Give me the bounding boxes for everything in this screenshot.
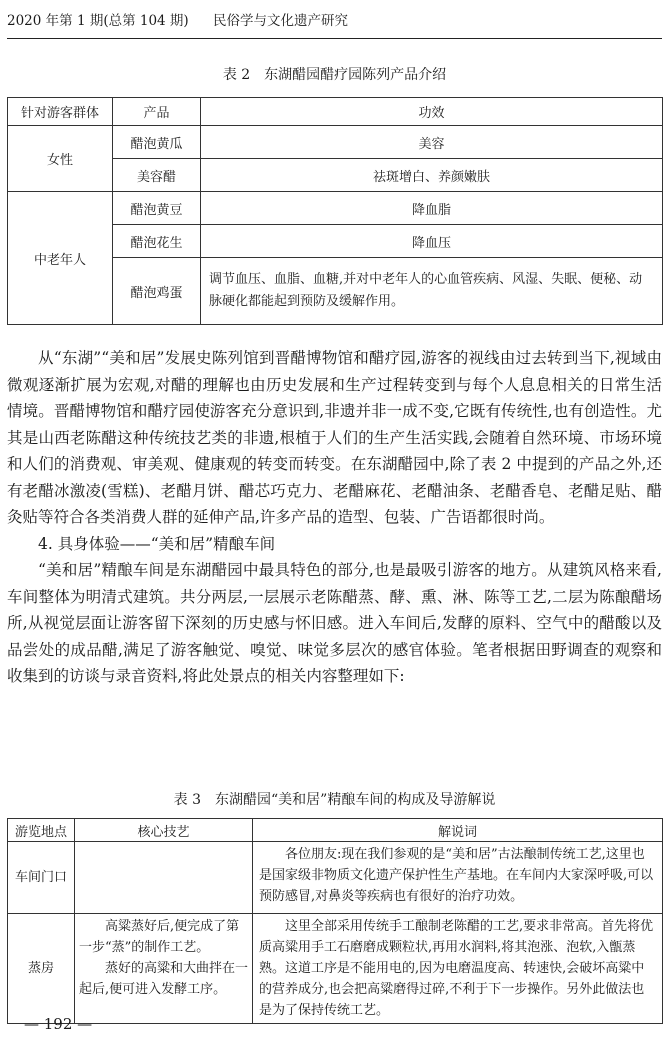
table3-cell-place: 蒸房 <box>8 914 75 1024</box>
table2-cell-effect: 降血压 <box>201 225 663 258</box>
header-rule <box>7 38 662 39</box>
table2-cell-product: 醋泡黄豆 <box>113 192 201 225</box>
paragraph: 从“东湖”“美和居”发展史陈列馆到晋醋博物馆和醋疗园,游客的视线由过去转到当下,视域由微观逐渐扩展为宏观,对醋的理解也由历史发展和生产过程转变到与每个人息息相关的日常生活情境。晋醋博物馆和醋疗园使游客充分意识到,非遗并非一成不变,它既有传统性,也有创造性。尤其是山西老陈醋这种传统技艺类的非遗,根植于人们的生产生活实践,会随着自然环境、市场环境和人们的消费观、审美观、健康观的转变而转变。在东湖醋园中,除了表 2 中提到的产品之外,还有老醋冰激凌(雪糕)、老醋月饼、醋芯巧克力、老醋麻花、老醋油条、老醋香皂、老醋足贴、醋灸贴等符合各类消费人群的延伸产品,许多产品的造型、包装、广告语都很时尚。 <box>7 349 662 526</box>
table2-caption: 表 2 东湖醋园醋疗园陈列产品介绍 <box>222 67 447 83</box>
table3-header-skill: 核心技艺 <box>75 819 253 842</box>
table3-cell-explanation <box>253 914 663 1024</box>
table2-cell-product: 醋泡花生 <box>113 225 201 258</box>
table3 <box>7 818 663 1024</box>
table2 <box>7 97 663 325</box>
issue-info: 2020 年第 1 期(总第 104 期) <box>7 13 189 29</box>
table3-cell-skill <box>75 914 253 1024</box>
section-heading: 4. 具身体验——“美和居”精酿车间 <box>38 534 276 553</box>
table3-cell-explanation <box>253 842 663 914</box>
table3-header-place: 游览地点 <box>8 819 75 842</box>
paragraph: “美和居”精酿车间是东湖醋园中最具特色的部分,也是最吸引游客的地方。从建筑风格来看,车间整体为明清式建筑。共分两层,一层展示老陈醋蒸、酵、熏、淋、陈等工艺,二层为陈酿醋场所,从视觉层面让游客留下深刻的历史感与怀旧感。进入车间后,发酵的原料、空气中的醋酸以及品尝处的成品醋,满足了游客触觉、嗅觉、味觉多层次的感官体验。笔者根据田野调查的观察和收集到的访谈与录音资料,将此处景点的相关内容整理如下: <box>7 561 662 685</box>
table3-caption: 表 3 东湖醋园“美和居”精酿车间的构成及导游解说 <box>173 792 496 808</box>
explanation-text: 这里全部采用传统手工酿制老陈醋的工艺,要求非常高。首先将优质高粱用手工石磨磨成颗粒状,再用水润料,将其泡涨、泡软,入甑蒸熟。这道工序是不能用电的,因为电磨温度高、转速快,会破坏高粱中的营养成分,也会把高粱磨得过碎,不利于下一步操作。另外此做法也是为了保持传统工艺。 <box>259 919 654 1018</box>
table2-cell-product: 醋泡鸡蛋 <box>113 258 201 325</box>
table2-header-product: 产品 <box>113 98 201 126</box>
table2-cell-product: 美容醋 <box>113 159 201 192</box>
table2-cell-effect: 降血脂 <box>201 192 663 225</box>
table3-cell-place: 车间门口 <box>8 842 75 914</box>
journal-title: 民俗学与文化遗产研究 <box>213 13 348 29</box>
table2-header-group: 针对游客群体 <box>8 98 113 126</box>
table2-cell-product: 醋泡黄瓜 <box>113 126 201 159</box>
skill-text: 高粱蒸好后,便完成了第一步“蒸”的制作工艺。 <box>79 919 240 955</box>
running-header <box>7 6 662 36</box>
body-text <box>7 345 662 690</box>
table2-cell-effect: 美容 <box>201 126 663 159</box>
table2-cell-group: 中老年人 <box>8 192 113 325</box>
table2-cell-group: 女性 <box>8 126 113 192</box>
table2-header-effect: 功效 <box>201 98 663 126</box>
skill-text: 蒸好的高粱和大曲拌在一起后,便可进入发酵工序。 <box>79 961 249 997</box>
explanation-text: 各位朋友:现在我们参观的是“美和居”古法酿制传统工艺,这里也是国家级非物质文化遗产保护性生产基地。在车间内大家深呼吸,可以预防感冒,对鼻炎等疾病也有很好的治疗功效。 <box>259 847 654 904</box>
table2-cell-effect: 祛斑增白、养颜嫩肤 <box>201 159 663 192</box>
page-number: — 192 — <box>24 1015 93 1033</box>
table3-header-explanation: 解说词 <box>253 819 663 842</box>
table2-cell-effect: 调节血压、血脂、血糖,并对中老年人的心血管疾病、风湿、失眠、便秘、动脉硬化都能起到预防及缓解作用。 <box>201 258 663 325</box>
table3-cell-skill <box>75 842 253 914</box>
